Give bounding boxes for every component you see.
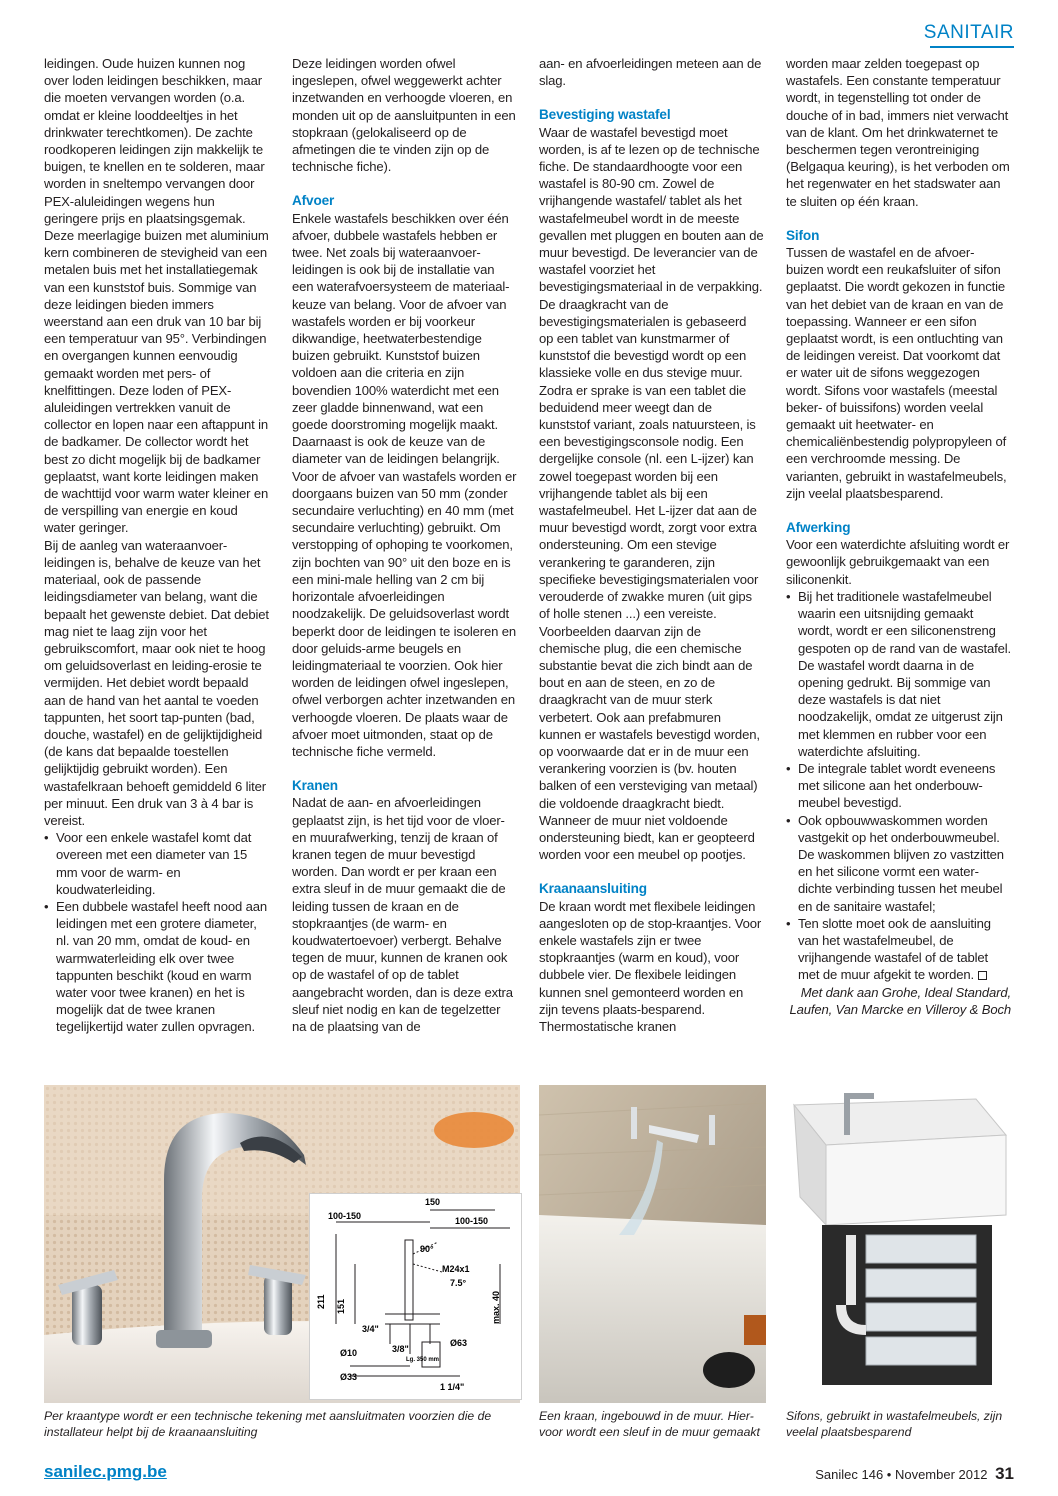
thread-3-4: 3/4" xyxy=(362,1324,379,1334)
list-item: • Bij het traditionele wastafelmeubel waarin een uitsnijding gemaakt wordt, wordt er een siliconenstreng gespoten op de rand van de wastafel. De wastafel wordt daarna in de opening gedrukt. Bij sommige van deze wastafels is dat niet noodzakelijk, omdat ze uitgerust zijn met klemmen en rubber voor een waterdichte afsluiting. xyxy=(786,588,1011,760)
text-column-1 xyxy=(44,55,269,1036)
wall-tap-photo xyxy=(539,1085,766,1403)
caption-siphon: Sifons, gebruikt in wastafelmeubels, zijn veelal plaatsbesparend xyxy=(786,1409,1003,1439)
dim-100-150-right: 100-150 xyxy=(455,1216,489,1226)
caption-wall-tap: Een kraan, ingebouwd in de muur. Hier-voor wordt een sleuf in de muur gemaakt xyxy=(539,1409,760,1439)
acknowledgement: Laufen, Van Marcke en Villeroy & Boch xyxy=(789,1001,1011,1017)
dim-151: 151 xyxy=(336,1298,346,1314)
paragraph: Tussen de wastafel en de afvoer-buizen wordt een reukafsluiter of sifon geplaatst. Die wordt gekozen in functie van het debiet van de kraan en van de toepassing. Wanneer er een sifon geplaatst wordt, is een ontluchting van de leidingen vereist. Dat voorkomt dat er water uit de sifons weggezogen wordt. Sifons voor wastafels (meestal beker- of buissifons) worden veelal gemaakt uit heetwater- en chemicaliënbestendig polypropyleen of een verchroomde messing. De varianten, gebruikt in wastafelmeubels, zijn veelal plaatsbesparend. xyxy=(786,245,1007,501)
section-rule xyxy=(930,46,1014,48)
paragraph: leidingen. Oude huizen kunnen nog over loden leidingen beschikken, maar die moeten vervangen worden (o.a. omdat er kleine looddeeltjes in het drinkwater terechtkomen). De zachte roodkoperen leidingen zijn makkelijk te buigen, te knellen en te solderen, maar worden in sneltempo vervangen door PEX-aluleidingen wegens hun geringere prijs en plaatsingsgemak. Deze meerlagige buizen met aluminium kern combineren de stevigheid van een metalen buis met het installatiegemak van een kunststof buis. Sommige van deze leidingen bieden immers weerstand aan een druk van 10 bar bij een temperatuur van 95°. Verbindingen en overgangen kunnen eenvoudig gemaakt worden met pers- of knelfittingen. Deze loden of PEX-aluleidingen vertrekken vanuit de collector en lopen naar een aftappunt in de badkamer. De collector wordt het best zo dicht mogelijk bij de badkamer geplaatst, want korte leidingen maken de wachttijd voor warm water kleiner en de verspilling van energie en koud water geringer. xyxy=(44,56,269,536)
heading-kranen: Kranen xyxy=(292,778,338,794)
thread-3-8: 3/8" xyxy=(392,1344,409,1354)
diameter-33: Ø33 xyxy=(340,1372,358,1382)
dim-211: 211 xyxy=(316,1294,326,1309)
paragraph: Bij de aanleg van wateraanvoer-leidingen is, behalve de keuze van het materiaal, ook de passende leidingsdiameter van belang, want die bepaalt het gewenste debiet. Dat debiet mag niet te laag zijn voor het gebruikscomfort, maar ook niet te hoog om geluidsoverlast en leiding-erosie te vermijden. Het debiet wordt bepaald aan de hand van het aantal te voeden tappunten, het soort tap-punten (bad, douche, wastafel) en de gelijktijdigheid (de kans dat bepaalde toestellen gelijktijdig gebruikt worden). Een wastafelkraan behoeft gemiddeld 6 liter per minuut. Een druk van 3 à 4 bar is vereist. xyxy=(44,537,269,828)
paragraph: worden maar zelden toegepast op wastafels. Een constante temperatuur wordt, in tegenstelling tot onder de douche of in bad, immers niet verwacht van de klant. Om het drinkwaternet te beschermen tegen verontreiniging (Belgaqua keuring), is het verboden om het regenwater en het stadswater aan te sluiten op één kraan. xyxy=(786,56,1010,209)
angle-90: 90° xyxy=(420,1244,434,1254)
heading-afvoer: Afvoer xyxy=(292,193,335,209)
paragraph: Deze leidingen worden ofwel ingeslepen, ofwel weggewerkt achter inzetwanden en verhoogde vloeren, en monden uit op de aansluitpunten in een stopkraan (gelokaliseerd op de afmetingen die te vinden zijn op de technische fiche). xyxy=(292,56,516,175)
list-item: • Voor een enkele wastafel komt dat overeen met een diameter van 15 mm voor de warm- en koudwaterleiding. xyxy=(44,829,269,898)
dim-150: 150 xyxy=(425,1197,441,1207)
issue-info: Sanilec 146 • November 2012 xyxy=(815,1467,988,1482)
page-number: 31 xyxy=(995,1464,1014,1483)
section-label: SANITAIR xyxy=(923,22,1014,43)
text-column-3 xyxy=(539,55,764,1035)
paragraph: aan- en afvoerleidingen meteen aan de slag. xyxy=(539,56,762,89)
text-column-4 xyxy=(786,55,1011,1018)
list-item: • De integrale tablet wordt eveneens met silicone aan het onderbouw-meubel bevestigd. xyxy=(786,760,1011,812)
technical-drawing xyxy=(309,1193,522,1400)
end-of-article-icon xyxy=(978,971,987,980)
heading-afwerking: Afwerking xyxy=(786,520,851,536)
diameter-10: Ø10 xyxy=(340,1348,358,1358)
siphon-cabinet-illustration xyxy=(786,1085,1014,1403)
angle-7-5: 7.5° xyxy=(450,1278,467,1288)
heading-sifon: Sifon xyxy=(786,227,820,243)
list-item xyxy=(786,915,1011,984)
website-link[interactable]: sanilec.pmg.be xyxy=(44,1462,167,1481)
text-column-2 xyxy=(292,55,517,1035)
bullet-list xyxy=(786,588,1011,984)
thread-1-1-4: 1 1/4" xyxy=(440,1382,465,1392)
length-350: Lg. 350 mm xyxy=(406,1357,440,1363)
dim-max-40: max. 40 xyxy=(491,1290,501,1324)
wall-tap-illustration xyxy=(539,1085,766,1403)
thread-m24: M24x1 xyxy=(442,1264,470,1274)
dim-100-150-left: 100-150 xyxy=(328,1211,362,1221)
siphon-cabinet-photo xyxy=(786,1085,1014,1403)
paragraph: Voor een waterdichte afsluiting wordt er gewoonlijk gebruikgemaakt van een siliconenkit. xyxy=(786,537,1010,587)
caption-faucet: Per kraantype wordt er een technische tekening met aansluitmaten voorzien die de installateur helpt bij de kraanaansluiting xyxy=(44,1409,492,1439)
paragraph: Enkele wastafels beschikken over één afvoer, dubbele wastafels hebben er twee. Net zoals bij wateraanvoer-leidingen is ook bij de installatie van een waterafvoersysteem de materiaal-keuze van belang. Voor de afvoer van wastafels worden er bij voorkeur dikwandige, heetwaterbestendige buizen gebruikt. Kunststof buizen voldoen aan die criteria en zijn bovendien 100% waterdicht met een zeer gladde binnenwand, wat een goede doorstroming mogelijk maakt. Daarnaast is ook de keuze van de diameter van de leidingen belangrijk. Voor de afvoer van wastafels worden er doorgaans buizen van 50 mm (zonder secundaire verluchting) en 40 mm (met secundaire verluchting) gebruikt. Om verstopping of ophoping te voorkomen, zijn bochten van 90° uit den boze en is een mini-male helling van 2 cm bij horizontale afvoerleidingen noodzakelijk. De geluidsoverlast wordt beperkt door de leidingen te isoleren en door geluids-arme beugels en leidingmateriaal te voorzien. Ook hier worden de leidingen ofwel ingeslepen, ofwel verborgen achter inzetwanden en verhoogde vloeren. De plaats waar de afvoer moet uitmonden, staat op de technische fiche vermeld. xyxy=(292,210,517,759)
technical-drawing-svg xyxy=(310,1194,521,1399)
diameter-63: Ø63 xyxy=(450,1338,468,1348)
list-item-text: Ten slotte moet ook de aansluiting van het wastafelmeubel, de vrijhangende wastafel of de tablet met de muur afgekit te worden. xyxy=(798,915,991,983)
page-footer xyxy=(815,1464,1014,1484)
paragraph: Waar de wastafel bevestigd moet worden, is af te lezen op de technische fiche. De standaardhoogte voor een wastafel is 80-90 cm. Zowel de vrijhangende wastafel/ tablet als het wastafelmeubel wordt in de meeste gevallen met pluggen en bouten aan de muur bevestigd. De leverancier van de wastafel voorziet het bevestigingsmateriaal in de verpakking. De draagkracht van de bevestigingsmaterialen is gebaseerd op een tablet van kunstmarmer of kunststof die bevestigd wordt op een klassieke volle en dus stevige muur. Zodra er sprake is van een tablet die beduidend meer weegt dan de kunststof variant, zoals natuursteen, is een bevestigingsconsole nodig. Een dergelijke console (nl. een L-ijzer) kan zowel toegepast worden bij een vrijhangende tablet als bij een wastafelmeubel. Het L-ijzer dat aan de muur bevestigd wordt, zorgt voor extra ondersteuning. Om een stevige verankering te garanderen, zijn specifieke bevestigingsmaterialen voor verouderde of zwakke muren (uit gips of holle stenen ...) een vereiste. Voorbeelden daarvan zijn de chemische plug, die een chemische substantie bevat die zich bindt aan de bout en aan de steen, en zo de draagkracht van de muur sterk verbetert. Ook aan prefabmuren kunnen er wastafels bevestigd worden, op voorwaarde dat er in de muur een verankering voorzien is (bv. houten balken of een versteviging van metaal) die voldoende draagkracht biedt. Wanneer de muur niet voldoende ondersteuning biedt, kan er geopteerd worden voor een meubel op pootjes. xyxy=(539,124,764,863)
heading-bevestiging-wastafel: Bevestiging wastafel xyxy=(539,107,671,123)
acknowledgement: Met dank aan Grohe, Ideal Standard, xyxy=(800,984,1011,1000)
list-item: • Een dubbele wastafel heeft nood aan leidingen met een grotere diameter, nl. van 20 mm, omdat de koud- en warmwaterleiding elk over twee tappunten beschikt (koud en warm water voor twee kranen) en het is mogelijk dat de twee kranen tegelijkertijd water zullen opvragen. xyxy=(44,898,269,1036)
list-item: • Ook opbouwwaskommen worden vastgekit op het onderbouwmeubel. De waskommen blijven zo vastzitten en het silicone vormt een water-dichte verbinding tussen het meubel en de sanitaire wastafel; xyxy=(786,812,1011,915)
paragraph: Nadat de aan- en afvoerleidingen geplaatst zijn, is het tijd voor de vloer- en muurafwerking, tenzij de kraan of kranen tegen de muur bevestigd worden. Dan wordt er per kraan een extra sleuf in de muur gemaakt die de leiding tussen de kraan en de stopkraantjes (de warm- en koudwatertoevoer) verbergt. Behalve tegen de muur, kunnen de kranen ook op de wastafel of op de tablet aangebracht worden, dan is deze extra sleuf niet nodig en kan de tegelzetter na de plaatsing van de xyxy=(292,795,513,1034)
heading-kraanaansluiting: Kraanaansluiting xyxy=(539,881,647,897)
paragraph: De kraan wordt met flexibele leidingen aangesloten op de stop-kraantjes. Voor enkele wastafels zijn er twee stopkraantjes (warm en koud), voor dubbele vier. De flexibele leidingen kunnen snel gemonteerd worden en zijn tevens plaats-besparend. Thermostatische kranen xyxy=(539,898,762,1034)
bullet-list xyxy=(44,829,269,1035)
